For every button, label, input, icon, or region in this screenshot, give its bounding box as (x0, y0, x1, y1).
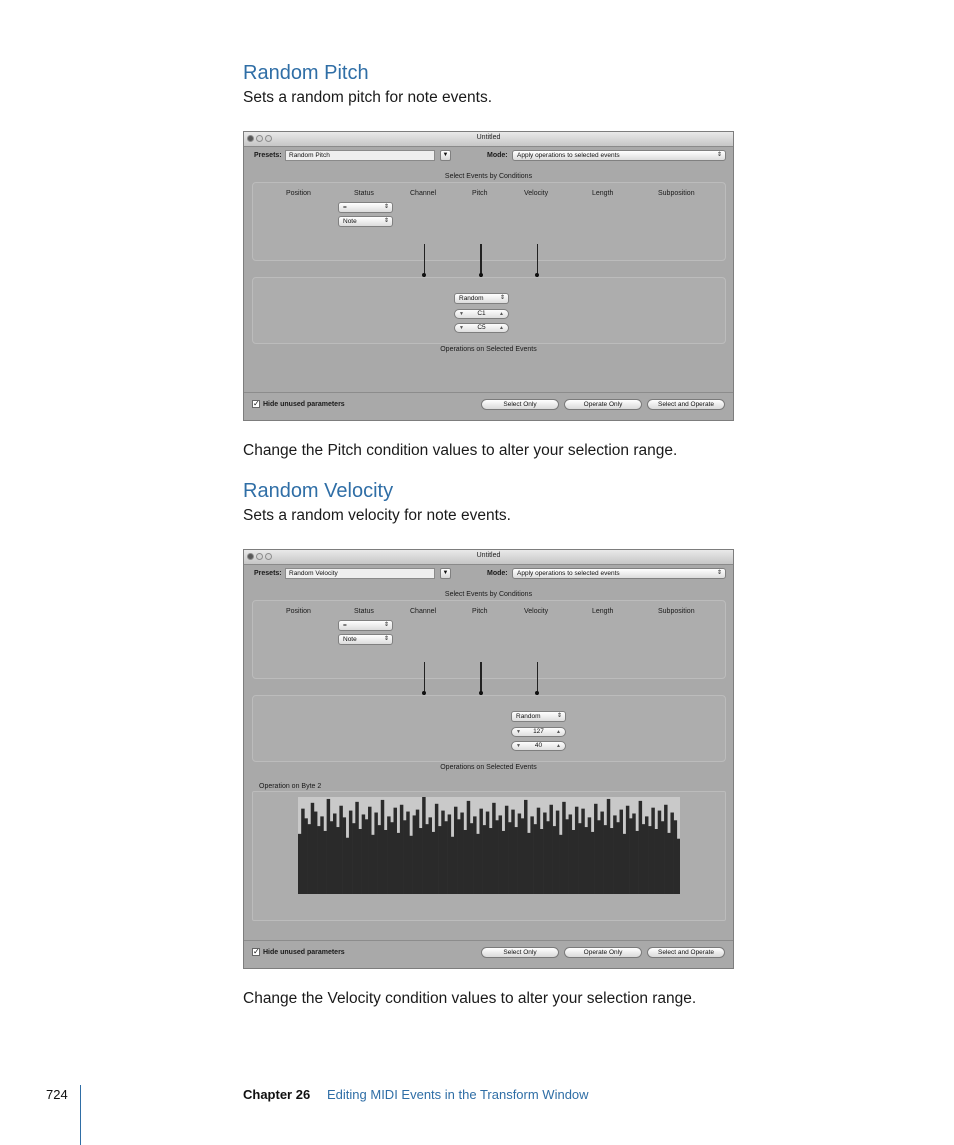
velocity-bar (374, 813, 377, 894)
velocity-bar (448, 814, 451, 894)
velocity-bar (457, 819, 460, 894)
velocity-bar (355, 802, 358, 894)
pitch-min-stepper[interactable] (454, 309, 509, 319)
status-value: Note (343, 218, 357, 225)
mode-label: Mode: (487, 570, 508, 577)
preset-name-field[interactable]: Random Pitch (285, 150, 435, 161)
status-operator-select[interactable] (338, 620, 393, 631)
velocity-bar (444, 821, 447, 894)
velocity-bar (362, 814, 365, 894)
select-only-button[interactable]: Select Only (481, 947, 559, 958)
velocity-bar (352, 823, 355, 894)
velocity-bar (384, 830, 387, 894)
velocity-bar (371, 835, 374, 894)
velocity-bar (518, 813, 521, 894)
velocity-bar (483, 825, 486, 894)
velocity-bar (314, 812, 317, 894)
velocity-bar (549, 805, 552, 894)
velocity-bar (578, 823, 581, 894)
velocity-bar (600, 812, 603, 894)
column-pitch: Pitch (472, 190, 488, 197)
velocity-bar (670, 813, 673, 894)
bottom-separator (244, 940, 733, 941)
velocity-bar (330, 821, 333, 894)
velocity-bar (419, 828, 422, 894)
caption-random-velocity: Change the Velocity condition values to alter your selection range. (243, 990, 697, 1007)
velocity-bar (594, 804, 597, 894)
conditions-title: Select Events by Conditions (444, 591, 533, 598)
velocity-bar (514, 827, 517, 894)
velocity-bar (655, 829, 658, 894)
mode-select[interactable] (512, 568, 726, 579)
velocity-bar (432, 832, 435, 894)
velocity-bar (479, 809, 482, 894)
conditions-panel (252, 600, 726, 679)
velocity-bar (308, 824, 311, 894)
velocity-bar (378, 825, 381, 894)
velocity-bar (613, 815, 616, 894)
velocity-bar (387, 816, 390, 894)
section-heading-random-pitch: Random Pitch (243, 62, 369, 84)
transform-window-random-pitch (243, 131, 734, 421)
status-value-select[interactable] (338, 216, 393, 227)
window-titlebar (244, 550, 733, 565)
velocity-bar (635, 831, 638, 894)
velocity-bar (537, 808, 540, 894)
velocity-bar (511, 810, 514, 894)
velocity-bar (620, 810, 623, 894)
velocity-bar (460, 813, 463, 894)
velocity-bar (425, 824, 428, 894)
pitch-operation-value: Random (459, 295, 484, 302)
select-only-button[interactable]: Select Only (481, 399, 559, 410)
operate-only-button[interactable]: Operate Only (564, 399, 642, 410)
pitch-max-stepper[interactable] (454, 323, 509, 333)
velocity-bar (597, 820, 600, 894)
velocity-bar (585, 827, 588, 894)
footer-divider (80, 1085, 81, 1145)
velocity-bar (422, 797, 425, 894)
velocity-bar (397, 833, 400, 894)
velocity-bar (464, 830, 467, 894)
column-velocity: Velocity (524, 608, 549, 615)
velocity-bar (664, 805, 667, 894)
updown-arrows-icon: ⇕ (383, 622, 389, 628)
velocity-bar (346, 838, 349, 894)
updown-arrows-icon: ⇕ (716, 570, 722, 576)
updown-arrows-icon: ⇕ (383, 218, 389, 224)
velocity-bar (454, 807, 457, 894)
column-subposition: Subposition (658, 190, 695, 197)
presets-dropdown-button[interactable] (440, 150, 451, 161)
updown-arrows-icon: ⇕ (383, 636, 389, 642)
mode-label: Mode: (487, 152, 508, 159)
velocity-bar (505, 806, 508, 894)
updown-arrows-icon: ⇕ (716, 152, 722, 158)
velocity-bar (317, 826, 320, 894)
velocity-bar (473, 816, 476, 894)
column-status: Status (354, 190, 374, 197)
velocity-bar (499, 815, 502, 894)
velocity-bar (540, 829, 543, 894)
velocity-bar (381, 800, 384, 894)
velocity-bar (648, 826, 651, 894)
window-title: Untitled (476, 552, 501, 559)
velocity-bar (562, 802, 565, 894)
velocity-bar (626, 806, 629, 894)
velocity-bar (327, 799, 330, 894)
velocity-bar (339, 806, 342, 894)
velocity-bar (390, 822, 393, 894)
velocity-min-value: 40 (534, 742, 543, 749)
presets-label: Presets: (254, 570, 282, 577)
velocity-bar (403, 820, 406, 894)
velocity-bar (365, 819, 368, 894)
operations-title: Operations on Selected Events (440, 764, 537, 771)
mode-select-value: Apply operations to selected events (517, 570, 620, 577)
velocity-bar (476, 834, 479, 894)
decrement-icon[interactable]: ▼ (516, 729, 521, 735)
operations-title: Operations on Selected Events (440, 346, 537, 353)
velocity-bar (658, 811, 661, 894)
velocity-bar (298, 834, 301, 894)
velocity-bar (311, 803, 314, 894)
section-intro-random-pitch: Sets a random pitch for note events. (243, 89, 492, 106)
velocity-bar (591, 832, 594, 894)
pitch-min-value: C1 (477, 310, 486, 317)
status-operator-select[interactable] (338, 202, 393, 213)
velocity-bar (409, 836, 412, 894)
velocity-bar (489, 828, 492, 894)
byte2-title: Operation on Byte 2 (259, 783, 322, 790)
bottom-separator (244, 392, 733, 393)
operate-only-button[interactable]: Operate Only (564, 947, 642, 958)
pitch-operation-select[interactable] (454, 293, 509, 304)
velocity-bar (521, 818, 524, 894)
velocity-bar (368, 807, 371, 894)
column-pitch: Pitch (472, 608, 488, 615)
velocity-bar (543, 813, 546, 894)
velocity-bar (604, 825, 607, 894)
velocity-bar (467, 801, 470, 894)
mode-select-value: Apply operations to selected events (517, 152, 620, 159)
column-length: Length (592, 608, 614, 615)
velocity-bar (610, 828, 613, 894)
velocity-bar (323, 831, 326, 894)
velocity-bar (301, 809, 304, 894)
velocity-bar (569, 814, 572, 894)
column-position: Position (286, 190, 311, 197)
select-and-operate-button[interactable]: Select and Operate (647, 399, 725, 410)
velocity-bar (661, 821, 664, 894)
velocity-bar (524, 800, 527, 894)
operations-panel (252, 695, 726, 762)
footer-chapter-title: Editing MIDI Events in the Transform Window (327, 1087, 589, 1102)
column-status: Status (354, 608, 374, 615)
velocity-bar (572, 830, 575, 894)
velocity-bar (333, 813, 336, 894)
status-value: Note (343, 636, 357, 643)
updown-arrows-icon: ⇕ (383, 204, 389, 210)
velocity-bar (556, 811, 559, 894)
velocity-bar (492, 803, 495, 894)
velocity-bar (632, 813, 635, 894)
velocity-bar (349, 811, 352, 894)
column-length: Length (592, 190, 614, 197)
velocity-bar (553, 826, 556, 894)
checkmark-icon: ✓ (253, 399, 260, 408)
caption-random-pitch: Change the Pitch condition values to alter your selection range. (243, 442, 678, 459)
velocity-bar (304, 818, 307, 894)
byte2-random-graph[interactable] (298, 797, 680, 894)
velocity-bar (546, 821, 549, 894)
velocity-bar (642, 824, 645, 894)
velocity-bar (502, 831, 505, 894)
velocity-bar (527, 833, 530, 894)
velocity-bar (343, 817, 346, 894)
velocity-bar (559, 835, 562, 894)
mode-select[interactable] (512, 150, 726, 161)
velocity-bar (565, 819, 568, 894)
status-value-select[interactable] (338, 634, 393, 645)
velocity-bar (651, 808, 654, 894)
velocity-bar (534, 824, 537, 894)
pitch-max-value: C5 (477, 324, 486, 331)
select-and-operate-button[interactable]: Select and Operate (647, 947, 725, 958)
velocity-bar (645, 816, 648, 894)
updown-arrows-icon: ⇕ (556, 713, 562, 719)
velocity-bar (438, 826, 441, 894)
presets-label: Presets: (254, 152, 282, 159)
checkmark-icon: ✓ (253, 947, 260, 956)
velocity-bar (575, 807, 578, 894)
velocity-max-stepper[interactable] (511, 727, 566, 737)
conditions-panel (252, 182, 726, 261)
velocity-bar (639, 801, 642, 894)
velocity-bar (607, 799, 610, 894)
window-titlebar (244, 132, 733, 147)
hide-unused-label: Hide unused parameters (263, 401, 345, 408)
decrement-icon[interactable]: ▼ (459, 325, 464, 331)
chevron-down-icon: ▼ (442, 152, 449, 158)
velocity-bar (629, 818, 632, 894)
velocity-bar (320, 816, 323, 894)
velocity-bar (581, 809, 584, 894)
transform-window-random-velocity (243, 549, 734, 969)
velocity-bar (451, 837, 454, 894)
column-position: Position (286, 608, 311, 615)
velocity-bar (406, 812, 409, 894)
column-subposition: Subposition (658, 608, 695, 615)
decrement-icon[interactable]: ▼ (516, 743, 521, 749)
increment-icon[interactable]: ▲ (556, 729, 561, 735)
velocity-bar (470, 823, 473, 894)
velocity-bar (358, 829, 361, 894)
velocity-bar (677, 839, 680, 894)
velocity-bar (416, 810, 419, 894)
velocity-bar (435, 804, 438, 894)
velocity-bar (413, 815, 416, 894)
velocity-bar (674, 820, 677, 894)
velocity-bar (394, 808, 397, 894)
velocity-operation-select[interactable] (511, 711, 566, 722)
chevron-down-icon: ▼ (442, 570, 449, 576)
hide-unused-checkbox[interactable] (252, 948, 260, 956)
velocity-bar (588, 817, 591, 894)
conditions-title: Select Events by Conditions (444, 173, 533, 180)
preset-name-field[interactable]: Random Velocity (285, 568, 435, 579)
velocity-bar (429, 817, 432, 894)
velocity-bar (336, 827, 339, 894)
column-channel: Channel (410, 608, 437, 615)
velocity-bar (495, 820, 498, 894)
section-intro-random-velocity: Sets a random velocity for note events. (243, 507, 511, 524)
column-velocity: Velocity (524, 190, 549, 197)
presets-dropdown-button[interactable] (440, 568, 451, 579)
window-title: Untitled (476, 134, 501, 141)
increment-icon[interactable]: ▲ (556, 743, 561, 749)
hide-unused-label: Hide unused parameters (263, 949, 345, 956)
velocity-min-stepper[interactable] (511, 741, 566, 751)
page-number: 724 (46, 1087, 68, 1102)
velocity-max-value: 127 (533, 728, 544, 735)
section-heading-random-velocity: Random Velocity (243, 480, 394, 502)
status-operator-value: = (343, 622, 347, 629)
footer-chapter: Chapter 26 (243, 1087, 311, 1102)
velocity-bar (486, 812, 489, 894)
velocity-operation-value: Random (516, 713, 541, 720)
velocity-bar (616, 822, 619, 894)
velocity-bar (623, 834, 626, 894)
velocity-bar (530, 816, 533, 894)
decrement-icon[interactable]: ▼ (459, 311, 464, 317)
increment-icon[interactable]: ▲ (499, 311, 504, 317)
velocity-bar (667, 833, 670, 894)
velocity-bar (400, 805, 403, 894)
velocity-bar (441, 811, 444, 894)
column-channel: Channel (410, 190, 437, 197)
updown-arrows-icon: ⇕ (499, 295, 505, 301)
increment-icon[interactable]: ▲ (499, 325, 504, 331)
velocity-bar (508, 822, 511, 894)
hide-unused-checkbox[interactable] (252, 400, 260, 408)
status-operator-value: = (343, 204, 347, 211)
